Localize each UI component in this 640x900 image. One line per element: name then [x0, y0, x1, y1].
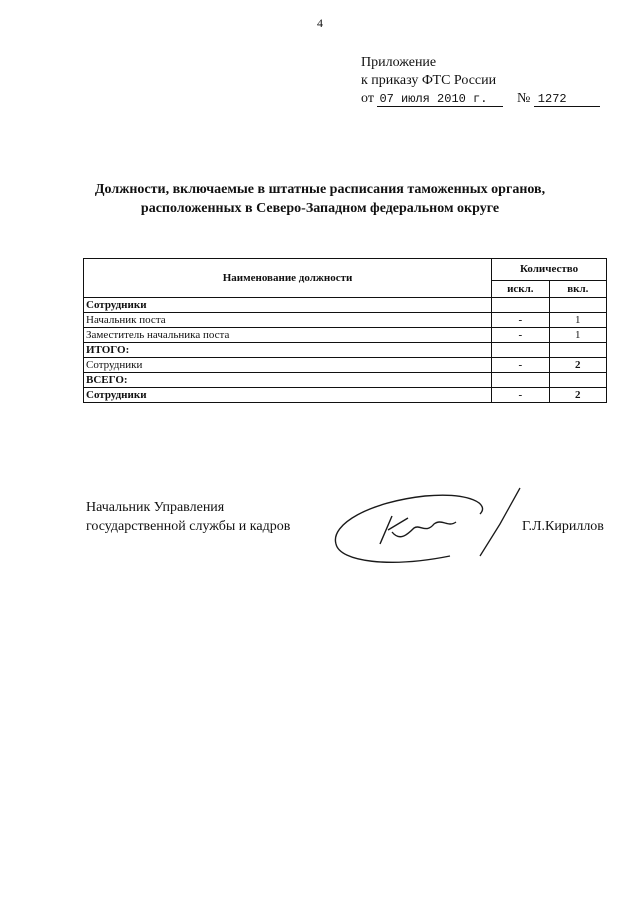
- header-excluded: искл.: [492, 281, 550, 298]
- row-name: Заместитель начальника поста: [84, 328, 492, 343]
- row-excluded: [492, 298, 550, 313]
- row-name: ВСЕГО:: [84, 373, 492, 388]
- table-row: [84, 298, 607, 313]
- order-date: 07 июля 2010 г.: [377, 92, 503, 107]
- row-excluded: -: [492, 328, 550, 343]
- row-included: 1: [549, 328, 606, 343]
- row-excluded: [492, 373, 550, 388]
- positions-table: [83, 258, 607, 403]
- header-position-name: Наименование должности: [84, 259, 492, 298]
- title-line-2: расположенных в Северо-Западном федеральном округе: [140, 201, 500, 216]
- row-name: ИТОГО:: [84, 343, 492, 358]
- row-included: [549, 298, 606, 313]
- row-name: Сотрудники: [84, 388, 492, 403]
- row-name: Начальник поста: [84, 313, 492, 328]
- table-row: [84, 373, 607, 388]
- signatory-position-line-2: государственной службы и кадров: [86, 519, 291, 534]
- row-excluded: -: [492, 358, 550, 373]
- table-row: [84, 388, 607, 403]
- row-included: 1: [549, 313, 606, 328]
- row-excluded: -: [492, 313, 550, 328]
- table-row: [84, 313, 607, 328]
- document-title: [60, 180, 580, 218]
- signatory-position: [86, 498, 290, 536]
- row-excluded: -: [492, 388, 550, 403]
- signature-stroke-base: [336, 544, 450, 562]
- appendix-label: Приложение: [361, 55, 437, 70]
- page-number: 4: [317, 16, 323, 30]
- row-included: 2: [549, 388, 606, 403]
- signature-stroke-tail: [480, 488, 520, 556]
- date-prefix: от: [361, 91, 374, 106]
- row-name: Сотрудники: [84, 358, 492, 373]
- row-included: 2: [549, 358, 606, 373]
- row-included: [549, 343, 606, 358]
- signature-stroke-loop: [335, 495, 482, 544]
- handwritten-signature: [330, 484, 530, 574]
- row-name: Сотрудники: [84, 298, 492, 313]
- row-included: [549, 373, 606, 388]
- header-quantity: Количество: [492, 259, 607, 281]
- order-number: 1272: [534, 92, 600, 107]
- table-row: [84, 343, 607, 358]
- appendix-header: [361, 54, 600, 108]
- header-included: вкл.: [549, 281, 606, 298]
- signatory-name: Г.Л.Кириллов: [522, 519, 604, 534]
- row-excluded: [492, 343, 550, 358]
- order-date-number-line: [361, 90, 600, 108]
- signatory-position-line-1: Начальник Управления: [86, 500, 225, 515]
- table-row: [84, 328, 607, 343]
- order-reference: к приказу ФТС России: [361, 73, 497, 88]
- title-line-1: Должности, включаемые в штатные расписания таможенных органов,: [94, 182, 546, 197]
- table-row: [84, 358, 607, 373]
- number-prefix: №: [516, 91, 531, 106]
- signature-stroke-letters: [380, 516, 456, 544]
